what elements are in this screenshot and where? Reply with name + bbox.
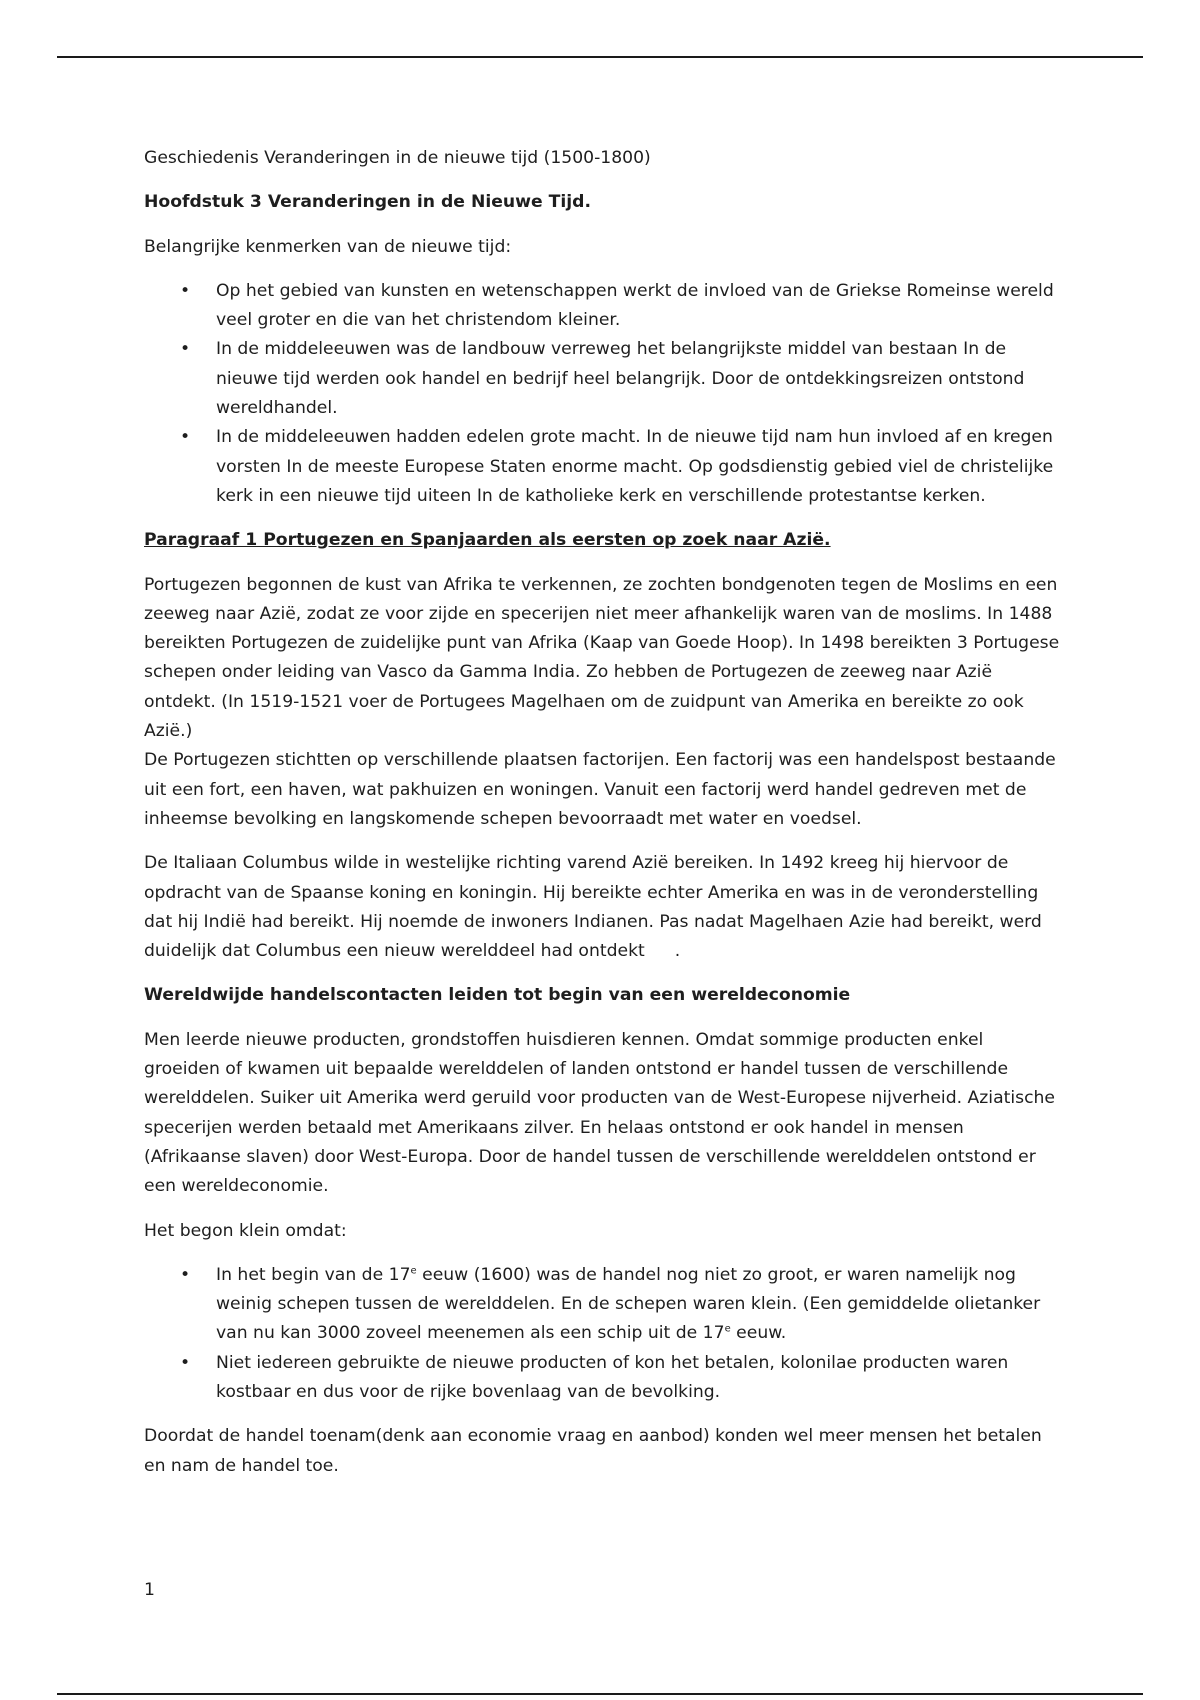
bullet-icon: • <box>180 1264 191 1285</box>
klein-label: Het begon klein omdat: <box>144 1220 347 1241</box>
list-item-text-part: eeuw (1600) was de handel nog niet zo groot, er waren namelijk nog weinig schepen tussen de werelddelen. En de schepen waren klein. (Een gemiddelde olietanker van nu kan 3000 zoveel meenemen als een schip uit de 17 <box>216 1264 1041 1344</box>
bullet-icon: • <box>180 427 191 448</box>
page-number: 1 <box>144 1580 155 1600</box>
columbus-end: . <box>674 941 681 962</box>
klein-list <box>144 1261 1064 1407</box>
kenmerken-list <box>144 277 1064 511</box>
list-item-text-part: eeuw. <box>730 1323 787 1344</box>
list-item <box>144 423 1064 511</box>
list-item-text: In de middeleeuwen hadden edelen grote macht. In de nieuwe tijd nam hun invloed af en kregen vorsten In de meeste Europese Staten enorme macht. Op godsdienstig gebied viel de christelijke kerk in een nieuwe tijd uiteen In de katholieke kerk en verschillende protestantse kerken. <box>216 427 1054 506</box>
columbus-text: De Italiaan Columbus wilde in westelijke richting varend Azië bereiken. In 1492 kreeg hij hiervoor de opdracht van de Spaanse koning en koningin. Hij bereikte echter Amerika en was in de veronderstelling dat hij Indië had bereikt. Hij noemde de inwoners Indianen. Pas nadat Magelhaen Azie had bereikt, werd duidelijk dat Columbus een nieuw werelddeel had ontdekt <box>144 853 1042 962</box>
list-item-text: In de middeleeuwen was de landbouw verreweg het belangrijkste middel van bestaan In de nieuwe tijd werden ook handel en bedrijf heel belangrijk. Door de ontdekkingsreizen ontstond wereldhandel. <box>216 339 1025 419</box>
wereldhandel-heading: Wereldwijde handelscontacten leiden tot begin van een wereldeconomie <box>144 985 851 1006</box>
list-item <box>144 335 1064 423</box>
bullet-icon: • <box>180 339 191 360</box>
ordinal-superscript: e <box>724 1323 731 1335</box>
closing-text: Doordat de handel toenam(denk aan economie vraag en aanbod) konden wel meer mensen het betalen en nam de handel toe. <box>144 1426 1042 1476</box>
list-item <box>144 1261 1064 1349</box>
list-item-text <box>216 1265 1040 1344</box>
ordinal-superscript: e <box>410 1265 417 1277</box>
list-item <box>144 277 1064 336</box>
bullet-icon: • <box>180 280 191 301</box>
paragraaf1-text <box>144 571 1064 835</box>
list-item-text-part: In het begin van de 17 <box>216 1264 411 1285</box>
paragraaf1-heading: Paragraaf 1 Portugezen en Spanjaarden als eersten op zoek naar Azië. <box>144 530 831 551</box>
list-item-text: Op het gebied van kunsten en wetenschappen werkt de invloed van de Griekse Romeinse wereld veel groter en die van het christendom kleiner. <box>216 280 1054 331</box>
paragraaf1-factorijen-text: De Portugezen stichtten op verschillende plaatsen factorijen. Een factorij was een handelspost bestaande uit een fort, een haven, wat pakhuizen en woningen. Vanuit een factorij werd handel gedreven met de inheemse bevolking en langskomende schepen bevoorraadt met water en voedsel. <box>144 750 1056 829</box>
intro-label: Belangrijke kenmerken van de nieuwe tijd: <box>144 236 512 257</box>
paragraaf1-portugezen-text: Portugezen begonnen de kust van Afrika te verkennen, ze zochten bondgenoten tegen de Moslims en een zeeweg naar Azië, zodat ze voor zijde en specerijen niet meer afhankelijk waren van de moslims. In 1488 bereikten Portugezen de zuidelijke punt van Afrika (Kaap van Goede Hoop). In 1498 bereikten 3 Portugese schepen onder leiding van Vasco da Gamma India. Zo hebben de Portugezen de zeeweg naar Azië ontdekt. (In 1519-1521 voer de Portugees Magelhaen om de zuidpunt van Amerika en bereikte zo ook Azië.) <box>144 574 1060 742</box>
wereldhandel-text: Men leerde nieuwe producten, grondstoffen huisdieren kennen. Omdat sommige producten enkel groeiden of kwamen uit bepaalde werelddelen of landen ontstond er handel tussen de verschillende werelddelen. Suiker uit Amerika werd geruild voor producten van de West-Europese nijverheid. Aziatische specerijen werden betaald met Amerikaans zilver. En helaas ontstond er ook handel in mensen (Afrikaanse slaven) door West-Europa. Door de handel tussen de verschillende werelddelen ontstond er een wereldeconomie. <box>144 1029 1056 1197</box>
document-title: Geschiedenis Veranderingen in de nieuwe tijd (1500-1800) <box>144 148 651 168</box>
header-rule <box>57 56 1143 58</box>
bullet-icon: • <box>180 1352 191 1373</box>
paragraaf1-columbus-text <box>144 849 1064 966</box>
list-item <box>144 1349 1064 1408</box>
footer-rule <box>57 1693 1143 1695</box>
chapter-heading: Hoofdstuk 3 Veranderingen in de Nieuwe Tijd. <box>144 192 591 213</box>
document-body <box>144 144 1064 1496</box>
list-item-text: Niet iedereen gebruikte de nieuwe producten of kon het betalen, kolonilae producten waren kostbaar en dus voor de rijke bovenlaag van de bevolking. <box>216 1352 1009 1402</box>
